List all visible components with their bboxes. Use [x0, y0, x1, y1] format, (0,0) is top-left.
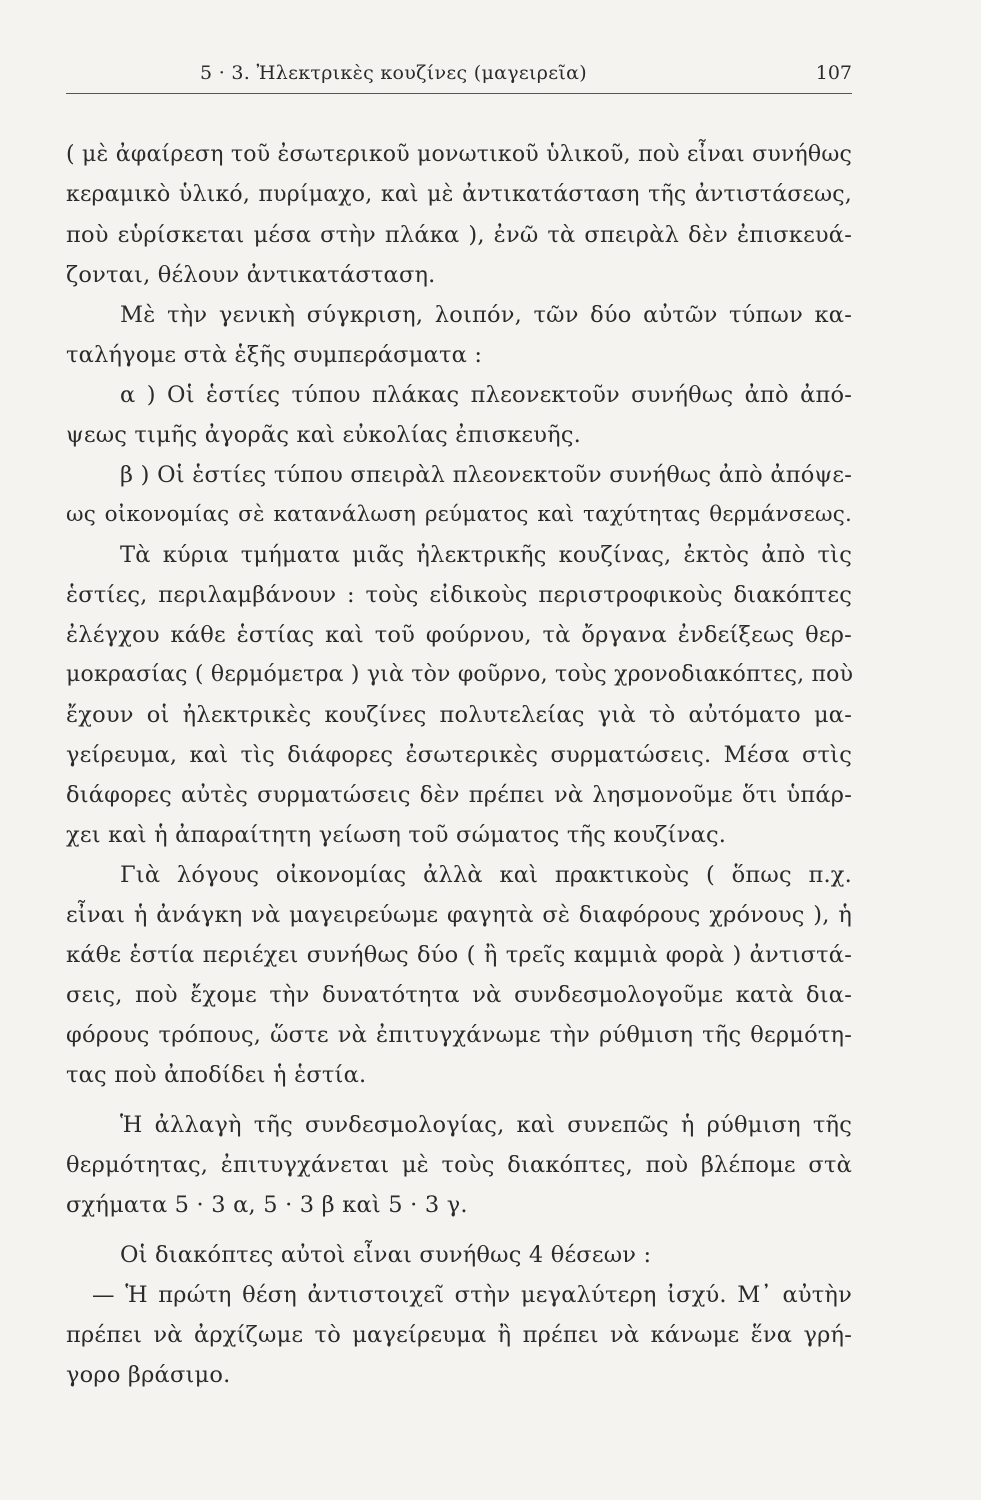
- text-line: Μὲ τὴν γενικὴ σύγκριση, λοιπόν, τῶν δύο αὐτῶν τύπων κα-: [120, 302, 852, 328]
- text-line: — Ἡ πρώτη θέση ἀντιστοιχεῖ στὴν μεγαλύτερη ἰσχύ. Μ᾽ αὐτὴν: [92, 1282, 852, 1308]
- text-line: ζονται, θέλουν ἀντικατάσταση.: [66, 262, 436, 288]
- text-line: χει καὶ ἡ ἀπαραίτητη γείωση τοῦ σώματος τῆς κουζίνας.: [66, 822, 727, 848]
- text-line: ψεως τιμῆς ἀγορᾶς καὶ εὐκολίας ἐπισκευῆς.: [66, 422, 581, 448]
- text-line: Οἱ διακόπτες αὐτοὶ εἶναι συνήθως 4 θέσεων :: [120, 1242, 652, 1268]
- text-line: κεραμικὸ ὑλικό, πυρίμαχο, καὶ μὲ ἀντικατάσταση τῆς ἀντιστάσεως,: [66, 182, 852, 207]
- running-head-title: 5 · 3. Ἠλεκτρικὲς κουζίνες (μαγειρεῖα): [200, 62, 588, 84]
- text-line: ως οἰκονομίας σὲ κατανάλωση ρεύματος καὶ ταχύτητας θερμάνσεως.: [66, 502, 852, 527]
- text-line: Γιὰ λόγους οἰκονομίας ἀλλὰ καὶ πρακτικοὺς ( ὅπως π.χ.: [120, 862, 852, 888]
- text-line: εἶναι ἡ ἀνάγκη νὰ μαγειρεύωμε φαγητὰ σὲ διαφόρους χρόνους ), ἡ: [66, 902, 852, 928]
- text-line: β ) Οἱ ἑστίες τύπου σπειρὰλ πλεονεκτοῦν συνήθως ἀπὸ ἀπόψε-: [120, 462, 852, 488]
- text-line: φόρους τρόπους, ὥστε νὰ ἐπιτυγχάνωμε τὴν ρύθμιση τῆς θερμότη-: [66, 1022, 852, 1048]
- text-line: σχήματα 5 · 3 α, 5 · 3 β καὶ 5 · 3 γ.: [66, 1192, 468, 1218]
- text-line: γορο βράσιμο.: [66, 1362, 231, 1388]
- text-line: ( μὲ ἀφαίρεση τοῦ ἐσωτερικοῦ μονωτικοῦ ὑλικοῦ, ποὺ εἶναι συνήθως: [66, 142, 852, 167]
- text-line: κάθε ἑστία περιέχει συνήθως δύο ( ἢ τρεῖς καμμιὰ φορὰ ) ἀντιστά-: [66, 942, 852, 968]
- text-line: σεις, ποὺ ἔχομε τὴν δυνατότητα νὰ συνδεσμολογοῦμε κατὰ δια-: [66, 982, 852, 1008]
- text-line: Τὰ κύρια τμήματα μιᾶς ἠλεκτρικῆς κουζίνας, ἐκτὸς ἀπὸ τὶς: [120, 542, 852, 568]
- text-line: Ἡ ἀλλαγὴ τῆς συνδεσμολογίας, καὶ συνεπῶς ἡ ρύθμιση τῆς: [120, 1112, 852, 1138]
- text-line: πρέπει νὰ ἀρχίζωμε τὸ μαγείρευμα ἢ πρέπει νὰ κάνωμε ἕνα γρή-: [66, 1322, 852, 1348]
- text-line: μοκρασίας ( θερμόμετρα ) γιὰ τὸν φοῦρνο, τοὺς χρονοδιακόπτες, ποὺ: [66, 662, 854, 687]
- page-number: 107: [815, 62, 852, 84]
- text-line: ταλήγομε στὰ ἑξῆς συμπεράσματα :: [66, 342, 483, 368]
- text-line: ἑστίες, περιλαμβάνουν : τοὺς εἰδικοὺς περιστροφικοὺς διακόπτες: [66, 582, 852, 608]
- text-line: τας ποὺ ἀποδίδει ἡ ἑστία.: [66, 1062, 367, 1088]
- text-line: ποὺ εὑρίσκεται μέσα στὴν πλάκα ), ἐνῶ τὰ σπειρὰλ δὲν ἐπισκευά-: [66, 222, 852, 248]
- text-line: θερμότητας, ἐπιτυγχάνεται μὲ τοὺς διακόπτες, ποὺ βλέπομε στὰ: [66, 1152, 852, 1178]
- text-line: α ) Οἱ ἑστίες τύπου πλάκας πλεονεκτοῦν συνήθως ἀπὸ ἀπό-: [120, 382, 852, 408]
- text-line: γείρευμα, καὶ τὶς διάφορες ἐσωτερικὲς συρματώσεις. Μέσα στὶς: [66, 742, 852, 768]
- text-line: ἐλέγχου κάθε ἑστίας καὶ τοῦ φούρνου, τὰ ὄργανα ἐνδείξεως θερ-: [66, 622, 852, 648]
- text-line: διάφορες αὐτὲς συρματώσεις δὲν πρέπει νὰ λησμονοῦμε ὅτι ὑπάρ-: [66, 782, 852, 808]
- text-line: ἔχουν οἱ ἠλεκτρικὲς κουζίνες πολυτελείας γιὰ τὸ αὐτόματο μα-: [66, 702, 852, 728]
